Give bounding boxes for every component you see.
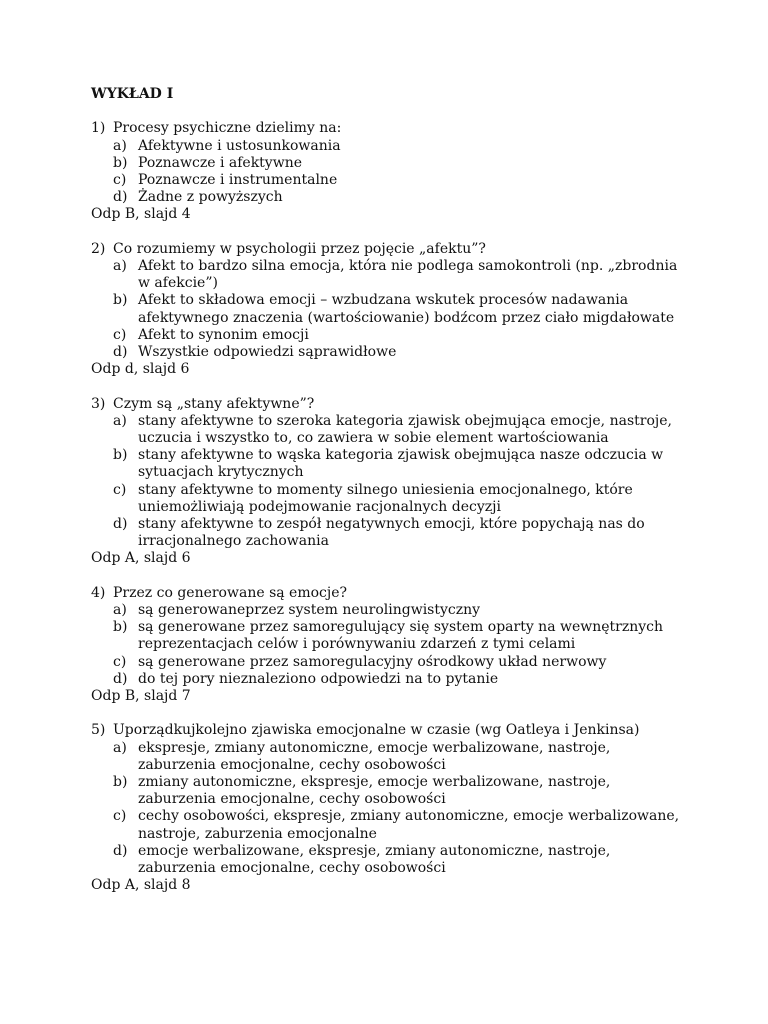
answer-line: Odp B, slajd 7 xyxy=(91,688,191,705)
option-d xyxy=(91,671,691,688)
question-4 xyxy=(91,585,691,705)
question-1 xyxy=(91,120,691,223)
option-text: są generowaneprzez system neurolingwistyczny xyxy=(138,602,481,619)
option-b xyxy=(91,619,691,653)
option-text: Poznawcze i instrumentalne xyxy=(138,172,338,188)
question-number: 1) xyxy=(91,120,106,137)
option-c xyxy=(91,654,691,671)
option-letter: d) xyxy=(113,516,128,533)
question-2 xyxy=(91,241,691,379)
option-text: Afektywne i ustosunkowania xyxy=(138,137,341,154)
answer-line: Odp A, slajd 8 xyxy=(91,877,191,894)
option-d xyxy=(91,189,691,206)
option-letter: d) xyxy=(113,842,128,859)
option-letter: b) xyxy=(113,774,128,791)
option-text: do tej pory nieznaleziono odpowiedzi na to pytanie xyxy=(138,670,499,687)
option-text: Żadne z powyższych xyxy=(138,189,283,206)
question-3 xyxy=(91,396,691,568)
option-b xyxy=(91,774,691,808)
option-list xyxy=(91,413,691,551)
question-text: Przez co generowane są emocje? xyxy=(113,584,348,601)
option-c xyxy=(91,808,691,842)
question-number: 4) xyxy=(91,584,106,601)
option-a xyxy=(91,740,691,774)
answer-line: Odp B, slajd 4 xyxy=(91,206,191,223)
option-b xyxy=(91,292,691,326)
option-d xyxy=(91,516,691,550)
option-letter: b) xyxy=(113,447,128,464)
question-text: Uporządkujkolejno zjawiska emocjonalne w czasie (wg Oatleya i Jenkinsa) xyxy=(113,722,640,739)
option-letter: d) xyxy=(113,670,128,687)
option-list xyxy=(91,138,691,207)
option-d xyxy=(91,843,691,877)
option-letter: b) xyxy=(113,154,128,171)
option-text: są generowane przez samoregulujący się system oparty na wewnętrznych reprezentacjach celów i porównywaniu zdarzeń z tymi celami xyxy=(138,619,664,653)
document-page xyxy=(91,86,691,912)
option-c xyxy=(91,172,691,189)
option-letter: a) xyxy=(113,739,127,756)
option-a xyxy=(91,413,691,447)
option-text: stany afektywne to wąska kategoria zjawisk obejmująca nasze odczucia w sytuacjach krytycznych xyxy=(138,447,664,481)
option-letter: b) xyxy=(113,292,128,309)
option-letter: b) xyxy=(113,619,128,636)
option-list xyxy=(91,258,691,361)
option-text: Afekt to bardzo silna emocja, która nie podlega samokontroli (np. „zbrodnia w afekcie”) xyxy=(138,258,678,292)
option-letter: c) xyxy=(113,653,127,670)
option-text: stany afektywne to szeroka kategoria zjawisk obejmująca emocje, nastroje, uczucia i wszystko to, co zawiera w sobie element wartościowania xyxy=(138,412,672,447)
option-letter: c) xyxy=(113,808,127,825)
question-text: Procesy psychiczne dzielimy na: xyxy=(113,120,342,137)
answer-line: Odp d, slajd 6 xyxy=(91,361,190,378)
question-number: 2) xyxy=(91,240,106,257)
question-text: Co rozumiemy w psychologii przez pojęcie „afektu”? xyxy=(113,240,486,257)
question-number: 5) xyxy=(91,722,106,739)
option-b xyxy=(91,155,691,172)
option-text: Afekt to synonim emocji xyxy=(138,326,309,343)
option-letter: a) xyxy=(113,137,127,154)
option-text: cechy osobowości, ekspresje, zmiany autonomiczne, emocje werbalizowane, nastroje, zaburzenia emocjonalne xyxy=(138,808,680,842)
option-text: zmiany autonomiczne, ekspresje, emocje werbalizowane, nastroje, zaburzenia emocjonalne, cechy osobowości xyxy=(138,774,611,808)
option-letter: a) xyxy=(113,258,127,274)
question-5 xyxy=(91,722,691,894)
question-text: Czym są „stany afektywne”? xyxy=(113,395,315,412)
option-text: Afekt to składowa emocji – wzbudzana wskutek procesów nadawania afektywnego znaczenia (wartościowanie) bodźcom przez ciało migdałowate xyxy=(138,292,675,326)
option-text: stany afektywne to zespół negatywnych emocji, które popychają nas do irracjonalnego zachowania xyxy=(138,516,645,550)
question-number: 3) xyxy=(91,395,106,412)
option-letter: c) xyxy=(113,326,127,343)
option-list xyxy=(91,740,691,878)
option-text: emocje werbalizowane, ekspresje, zmiany autonomiczne, nastroje, zaburzenia emocjonalne, cechy osobowości xyxy=(138,842,611,877)
option-letter: c) xyxy=(113,481,127,498)
option-letter: c) xyxy=(113,172,127,188)
option-letter: a) xyxy=(113,602,127,619)
option-d xyxy=(91,344,691,361)
option-a xyxy=(91,602,691,619)
option-a xyxy=(91,138,691,155)
option-letter: d) xyxy=(113,189,128,206)
option-text: stany afektywne to momenty silnego uniesienia emocjonalnego, które uniemożliwiają podejmowanie racjonalnych decyzji xyxy=(138,481,633,515)
option-list xyxy=(91,602,691,688)
option-c xyxy=(91,327,691,344)
option-letter: d) xyxy=(113,344,128,361)
option-a xyxy=(91,258,691,292)
option-text: Wszystkie odpowiedzi sąprawidłowe xyxy=(138,344,397,361)
option-b xyxy=(91,447,691,481)
lecture-title: WYKŁAD I xyxy=(91,86,174,102)
option-text: ekspresje, zmiany autonomiczne, emocje werbalizowane, nastroje, zaburzenia emocjonalne, cechy osobowości xyxy=(138,739,611,773)
answer-line: Odp A, slajd 6 xyxy=(91,550,191,567)
option-text: są generowane przez samoregulacyjny ośrodkowy układ nerwowy xyxy=(138,653,607,670)
option-letter: a) xyxy=(113,412,127,429)
option-text: Poznawcze i afektywne xyxy=(138,154,303,171)
option-c xyxy=(91,482,691,516)
